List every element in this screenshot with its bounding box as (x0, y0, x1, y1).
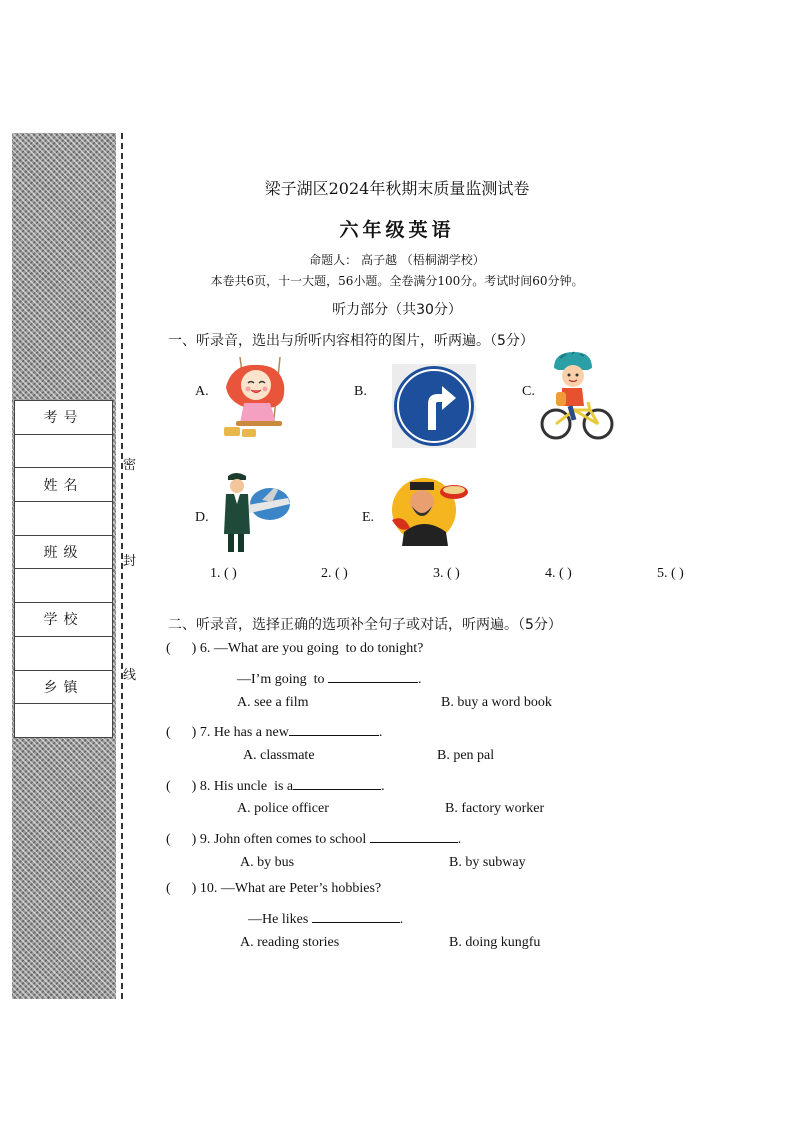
question-6-option-b[interactable]: B. buy a word book (441, 695, 552, 710)
chef-icon (390, 472, 470, 546)
answer-blank-2[interactable]: 2. ( ) (321, 566, 348, 581)
seal-char-feng: 封 (123, 554, 137, 569)
question-7-blank[interactable] (289, 721, 379, 736)
exam-info-line: 本卷共6页，十一大题，56小题。全卷满分100分。考试时间60分钟。 (210, 274, 584, 288)
question-6-stem: ( ) 6. —What are you going to do tonight? (166, 641, 424, 656)
listening-part-title: 听力部分（共30分） (332, 302, 462, 318)
exam-title: 梁子湖区2024年秋期末质量监测试卷 (264, 179, 530, 198)
question-9-option-a[interactable]: A. by bus (240, 855, 295, 870)
student-info-table (14, 400, 113, 738)
answer-blank-4[interactable]: 4. ( ) (545, 566, 572, 581)
answer-blank-1[interactable]: 1. ( ) (210, 566, 237, 581)
question-9-blank[interactable] (370, 828, 458, 843)
option-label-c: C. (522, 384, 535, 399)
question-6-option-a[interactable]: A. see a film (237, 695, 309, 710)
question-10-option-a[interactable]: A. reading stories (240, 935, 340, 950)
answer-blank-3[interactable]: 3. ( ) (433, 566, 460, 581)
turn-right-sign-icon (392, 364, 476, 448)
cycling-boy-icon (540, 350, 614, 442)
field-exam-number-input[interactable] (15, 434, 113, 468)
field-class-input[interactable] (15, 569, 113, 603)
field-name-label: 姓名 (15, 468, 113, 502)
option-label-b: B. (354, 384, 367, 399)
option-label-e: E. (362, 510, 375, 525)
question-7-stem: ( ) 7. He has a new . (166, 721, 382, 741)
answer-blank-5[interactable]: 5. ( ) (657, 566, 684, 581)
field-name-input[interactable] (15, 502, 113, 536)
question-9-stem: ( ) 9. John often comes to school . (166, 828, 461, 848)
field-town-label: 乡镇 (15, 670, 113, 704)
question-7-option-a[interactable]: A. classmate (243, 748, 315, 763)
field-exam-number-label: 考号 (15, 401, 113, 435)
author-line: 命题人： 高子越 （梧桐湖学校） (309, 253, 485, 267)
question-8-blank[interactable] (293, 775, 381, 790)
seal-char-mi: 密 (123, 458, 137, 473)
question-10-option-b[interactable]: B. doing kungfu (449, 935, 541, 950)
field-school-input[interactable] (15, 636, 113, 670)
exam-subtitle: 六年级英语 (339, 219, 455, 241)
question-8-option-a[interactable]: A. police officer (237, 801, 329, 816)
section2-heading: 二、听录音，选择正确的选项补全句子或对话，听两遍。（5分） (168, 617, 562, 633)
question-8-option-b[interactable]: B. factory worker (445, 801, 545, 816)
question-10-response: —He likes . (248, 908, 403, 928)
field-school-label: 学校 (15, 603, 113, 637)
option-label-a: A. (195, 384, 209, 399)
pilot-plane-icon (222, 470, 290, 554)
question-6-response: —I’m going to . (237, 668, 422, 688)
question-8-stem: ( ) 8. His uncle is a . (166, 775, 385, 795)
swinging-girl-icon (218, 357, 300, 443)
field-town-input[interactable] (15, 704, 113, 738)
question-9-option-b[interactable]: B. by subway (449, 855, 526, 870)
question-7-option-b[interactable]: B. pen pal (437, 748, 495, 763)
section1-heading: 一、听录音，选出与所听内容相符的图片，听两遍。（5分） (168, 333, 534, 349)
seal-char-xian: 线 (123, 668, 137, 683)
option-label-d: D. (195, 510, 209, 525)
field-class-label: 班级 (15, 535, 113, 569)
question-6-blank[interactable] (328, 668, 418, 683)
question-10-stem: ( ) 10. —What are Peter’s hobbies? (166, 881, 382, 896)
question-10-blank[interactable] (312, 908, 400, 923)
